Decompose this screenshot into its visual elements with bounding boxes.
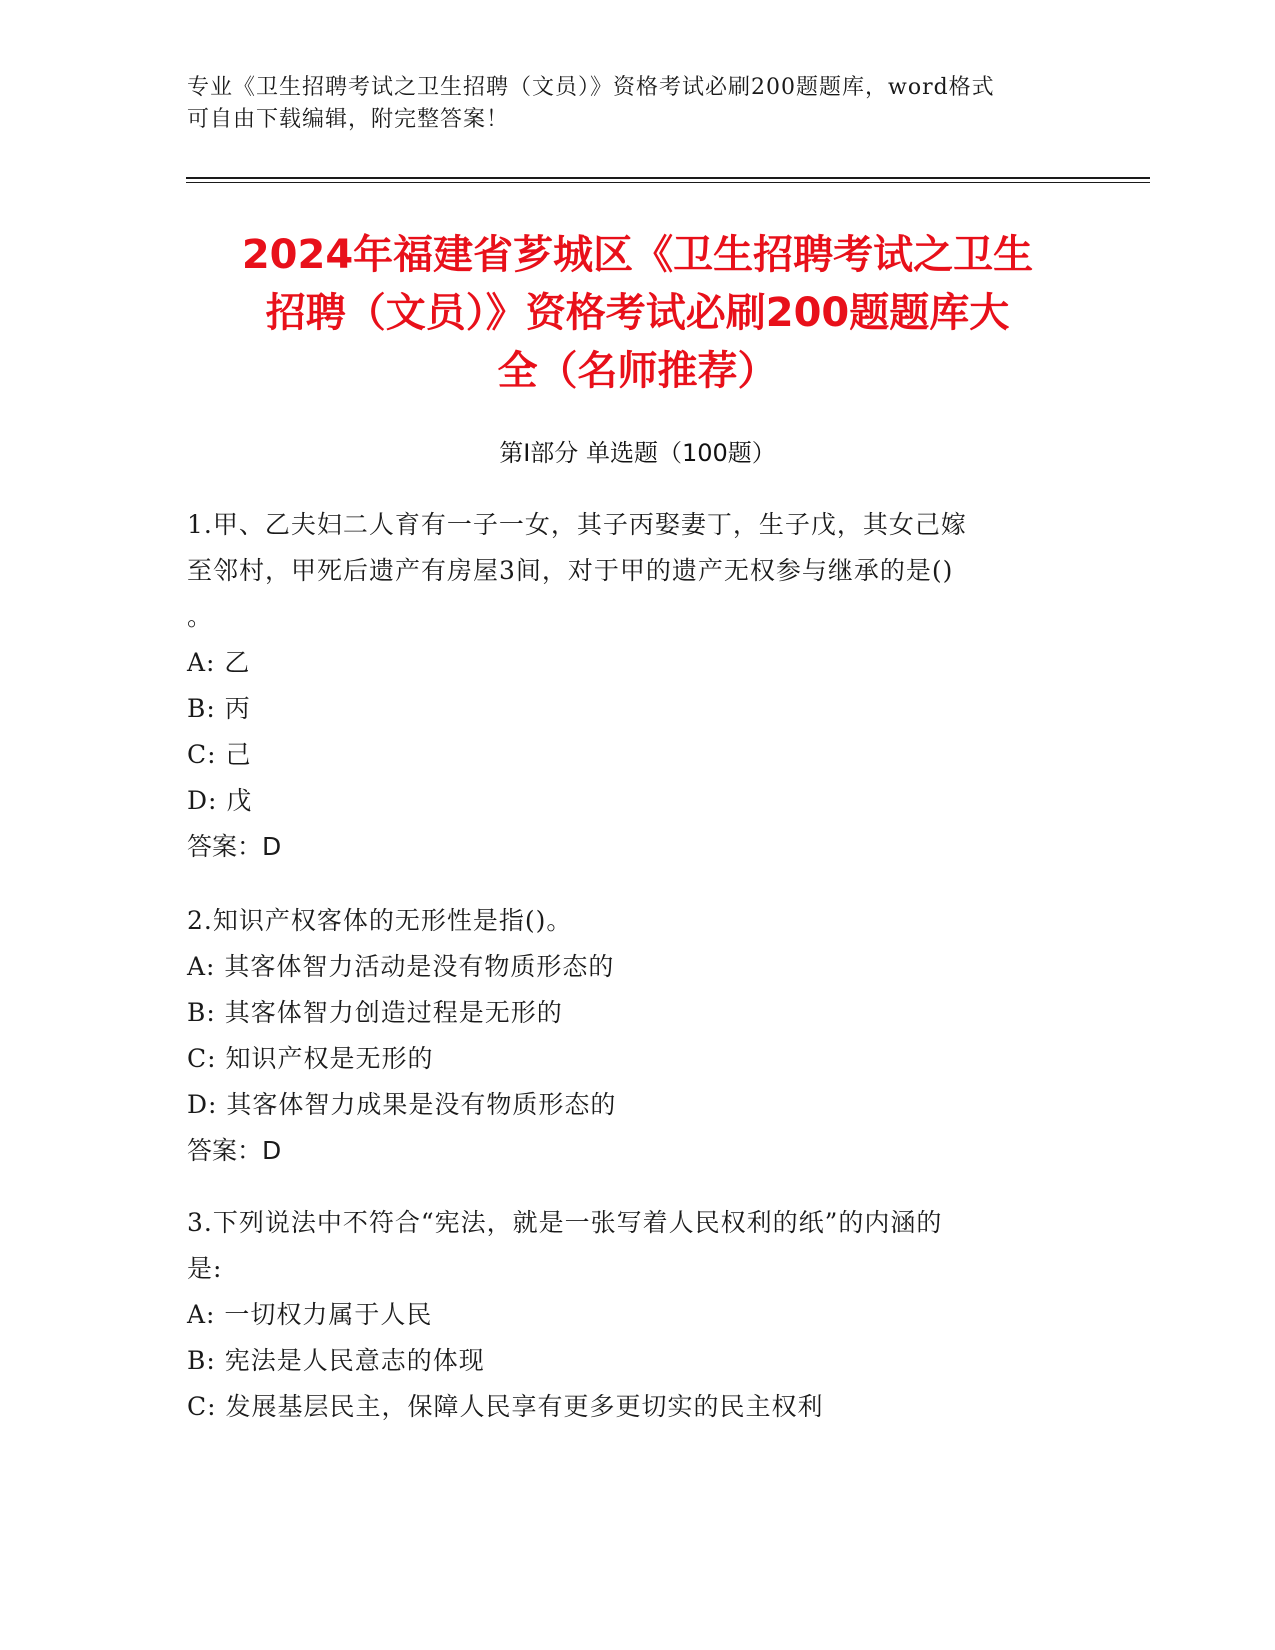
question-2 — [187, 898, 1067, 1174]
question-3-text-line-2: 是: — [187, 1254, 223, 1283]
question-2-text-line-1: 2.知识产权客体的无形性是指()。 — [187, 906, 573, 935]
question-3 — [187, 1200, 1067, 1430]
question-1-option-a: A: 乙 — [187, 648, 251, 677]
question-1-answer: 答案：D — [187, 832, 282, 861]
question-3-option-a: A: 一切权力属于人民 — [187, 1300, 433, 1329]
question-1-text-line-3: 。 — [187, 602, 214, 631]
question-1 — [187, 502, 1067, 870]
question-3-option-c: C: 发展基层民主，保障人民享有更多更切实的民主权利 — [187, 1392, 824, 1421]
document-title-line-1: 2024年福建省芗城区《卫生招聘考试之卫生 — [241, 232, 1034, 278]
question-2-answer: 答案：D — [187, 1136, 282, 1165]
header-note-line-1: 专业《卫生招聘考试之卫生招聘（文员）》资格考试必刷200题题库，word格式 — [187, 75, 995, 100]
question-1-text-line-1: 1.甲、乙夫妇二人育有一子一女，其子丙娶妻丁，生子戊，其女己嫁 — [187, 510, 967, 539]
document-title — [150, 226, 1125, 400]
header-divider-thin — [186, 182, 1150, 183]
document-title-line-2: 招聘（文员）》资格考试必刷200题题库大 — [265, 290, 1010, 336]
question-2-option-d: D: 其客体智力成果是没有物质形态的 — [187, 1090, 617, 1119]
question-3-text-line-1: 3.下列说法中不符合“宪法，就是一张写着人民权利的纸”的内涵的 — [187, 1208, 943, 1237]
document-title-line-3: 全（名师推荐） — [497, 348, 778, 394]
question-2-option-a: A: 其客体智力活动是没有物质形态的 — [187, 952, 615, 981]
question-1-text-line-2: 至邻村，甲死后遗产有房屋3间，对于甲的遗产无权参与继承的是() — [187, 556, 954, 585]
question-3-option-b: B: 宪法是人民意志的体现 — [187, 1346, 485, 1375]
question-1-option-d: D: 戊 — [187, 786, 253, 815]
question-1-option-b: B: 丙 — [187, 694, 251, 723]
section-title: 第Ⅰ部分 单选题（100题） — [499, 439, 776, 467]
header-note-line-2: 可自由下载编辑，附完整答案！ — [187, 107, 510, 132]
question-1-option-c: C: 己 — [187, 740, 252, 769]
header-divider-thick — [186, 177, 1150, 179]
question-2-option-b: B: 其客体智力创造过程是无形的 — [187, 998, 563, 1027]
header-note — [187, 72, 1067, 136]
question-2-option-c: C: 知识产权是无形的 — [187, 1044, 434, 1073]
